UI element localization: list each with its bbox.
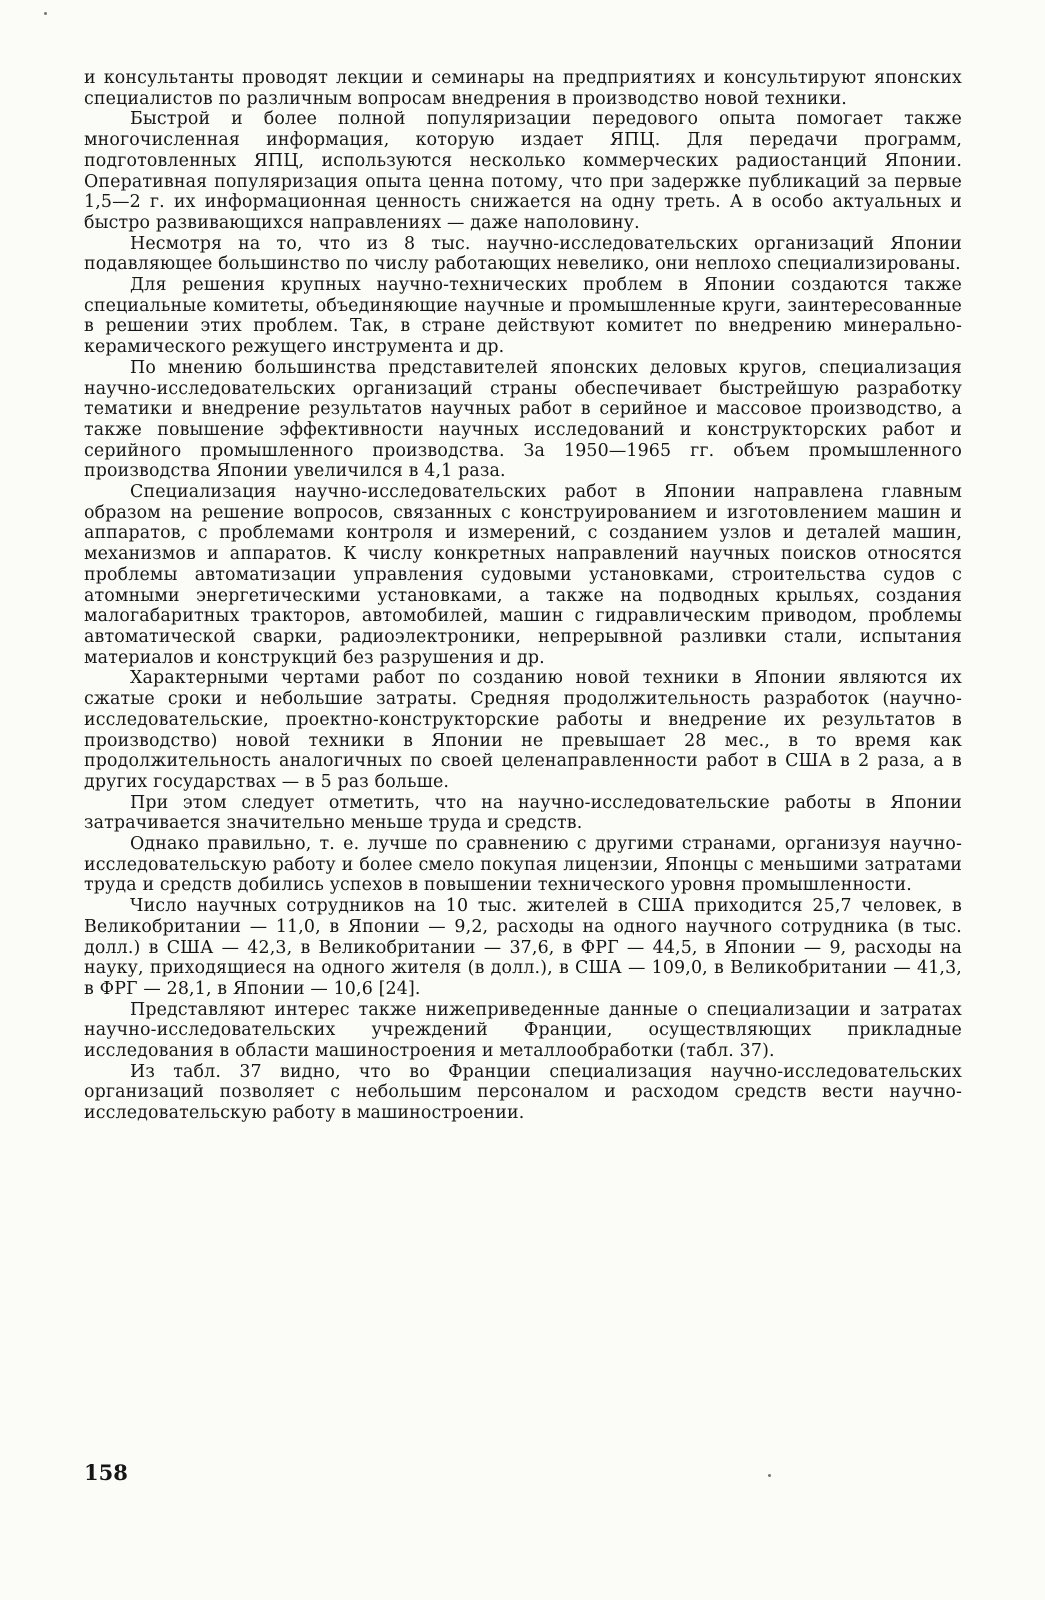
page-number: 158 [84, 1460, 128, 1485]
paragraph: Представляют интерес также нижеприведенные данные о специализации и затратах научно-исследовательских учреждений Франции, осуществляющих прикладные исследования в области машиностроения и металлообработки (табл. 37). [84, 999, 962, 1062]
paragraph: Из табл. 37 видно, что во Франции специализация научно-исследовательских организаций позволяет с небольшим персоналом и расходом средств вести научно-исследовательскую работу в машиностроении. [84, 1061, 962, 1124]
scan-speck [44, 12, 47, 15]
paragraph: и консультанты проводят лекции и семинары на предприятиях и консультируют японских специалистов по различным вопросам внедрения в производство новой техники. [84, 68, 962, 109]
scan-speck [768, 1474, 771, 1477]
paragraph: Быстрой и более полной популяризации передового опыта помогает также многочисленная информация, которую издает ЯПЦ. Для передачи программ, подготовленных ЯПЦ, используются несколько коммерческих радиостанций Японии. Оперативная популяризация опыта ценна потому, что при задержке публикаций за первые 1,5—2 г. их информационная ценность снижается на одну треть. А в особо актуальных и быстро развивающихся направлениях — даже наполовину. [84, 109, 962, 233]
paragraph: Число научных сотрудников на 10 тыс. жителей в США приходится 25,7 человек, в Великобритании — 11,0, в Японии — 9,2, расходы на одного научного сотрудника (в тыс. долл.) в США — 42,3, в Великобритании — 37,6, в ФРГ — 44,5, в Японии — 9, расходы на науку, приходящиеся на одного жителя (в долл.), в США — 109,0, в Великобритании — 41,3, в ФРГ — 28,1, в Японии — 10,6 [24]. [84, 896, 962, 999]
paragraph: Характерными чертами работ по созданию новой техники в Японии являются их сжатые сроки и небольшие затраты. Средняя продолжительность разработок (научно-исследовательские, проектно-конструкторские работы и внедрение их результатов в производство) новой техники в Японии не превышает 28 мес., в то время как продолжительность аналогичных по своей целенаправленности работ в США в 2 раза, а в других государствах — в 5 раз больше. [84, 668, 962, 792]
paragraph: При этом следует отметить, что на научно-исследовательские работы в Японии затрачивается значительно меньше труда и средств. [84, 792, 962, 834]
paragraph: Однако правильно, т. е. лучше по сравнению с другими странами, организуя научно-исследовательскую работу и более смело покупая лицензии, Японцы с меньшими затратами труда и средств добились успехов в повышении технического уровня промышленности. [84, 834, 962, 896]
paragraph: По мнению большинства представителей японских деловых кругов, специализация научно-исследовательских организаций страны обеспечивает быстрейшую разработку тематики и внедрение результатов научных работ в серийное и массовое производство, а также повышение эффективности научных исследований и конструкторских работ и серийного промышленного производства. За 1950—1965 гг. объем промышленного производства Японии увеличился в 4,1 раза. [84, 357, 962, 482]
page-body [84, 68, 962, 1124]
paragraph: Для решения крупных научно-технических проблем в Японии создаются также специальные комитеты, объединяющие научные и промышленные круги, заинтересованные в решении этих проблем. Так, в стране действуют комитет по внедрению минерально-керамического режущего инструмента и др. [84, 275, 962, 358]
paragraph: Специализация научно-исследовательских работ в Японии направлена главным образом на решение вопросов, связанных с конструированием и изготовлением машин и аппаратов, с проблемами контроля и измерений, с созданием узлов и деталей машин, механизмов и аппаратов. К числу конкретных направлений научных поисков относятся проблемы автоматизации управления судовыми установками, строительства судов с атомными энергетическими установками, а также на подводных крыльях, создания малогабаритных тракторов, автомобилей, машин с гидравлическим приводом, проблемы автоматической сварки, радиоэлектроники, непрерывной разливки стали, испытания материалов и конструкций без разрушения и др. [84, 482, 962, 668]
paragraph: Несмотря на то, что из 8 тыс. научно-исследовательских организаций Японии подавляющее большинство по числу работающих невелико, они неплохо специализированы. [84, 233, 962, 275]
